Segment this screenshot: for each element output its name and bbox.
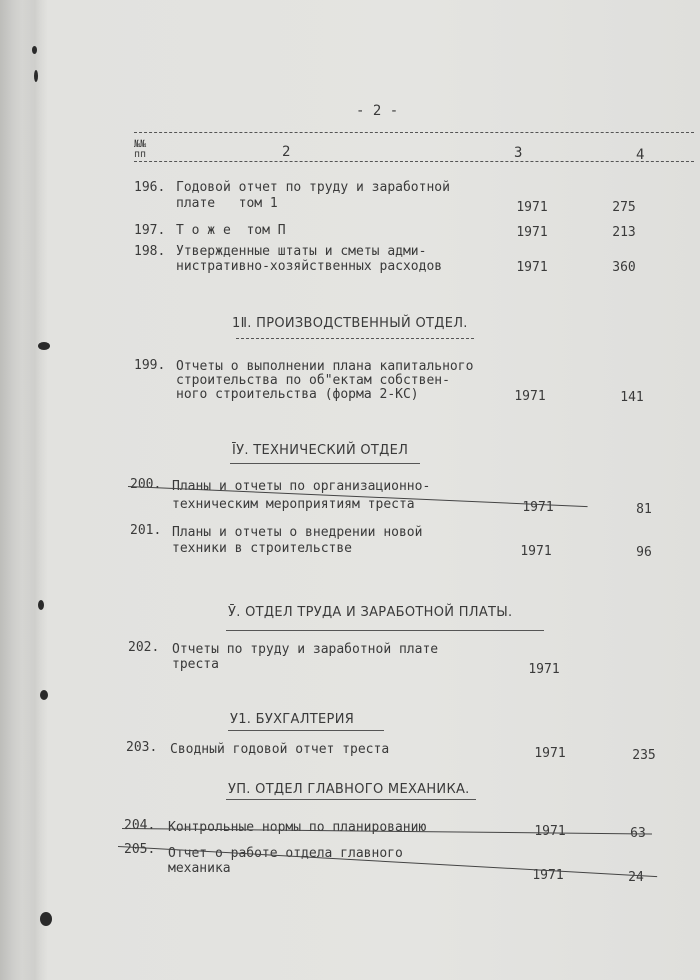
entry-year: 1971	[522, 500, 554, 515]
entry-title-line: треста	[172, 657, 219, 672]
section-heading-underline	[226, 630, 544, 631]
entry-title-line: Отчеты о выполнении плана капитального	[176, 359, 474, 374]
entry-number: 196.	[134, 180, 166, 195]
punch-mark	[40, 912, 52, 926]
entry-count: 275	[612, 200, 636, 215]
entry-count: 96	[636, 545, 652, 560]
entry-year: 1971	[514, 389, 546, 404]
entry-year: 1971	[516, 260, 548, 275]
entry-title-line: Контрольные нормы по планированию	[168, 820, 427, 835]
column-header-number: №№ пп	[134, 139, 147, 160]
entry-title-line: Отчет о работе отдела главного	[168, 846, 403, 861]
entry-title-line: строительства по об"ектам собствен-	[176, 373, 450, 388]
page-number: - 2 -	[356, 103, 399, 119]
entry-number: 199.	[134, 358, 166, 373]
entry-count: 81	[636, 502, 652, 517]
entry-title-line: Планы и отчеты о внедрении новой	[172, 525, 423, 540]
header-rule-top	[134, 132, 694, 133]
punch-mark	[32, 46, 37, 54]
entry-title-line: Годовой отчет по труду и заработной	[176, 180, 450, 195]
entry-number: 202.	[128, 640, 160, 655]
section-heading: ĪУ. ТЕХНИЧЕСКИЙ ОТДЕЛ	[232, 443, 409, 458]
column-header-2: 2	[282, 144, 291, 160]
section-heading-underline	[236, 338, 474, 339]
section-heading-underline	[228, 730, 384, 731]
punch-mark	[40, 690, 48, 700]
section-heading-underline	[230, 463, 420, 464]
punch-mark	[34, 70, 38, 82]
entry-year: 1971	[532, 868, 564, 883]
column-header-4: 4	[636, 147, 645, 163]
entry-year: 1971	[534, 746, 566, 761]
column-header-3: 3	[514, 145, 523, 161]
entry-title-line: техники в строительстве	[172, 541, 353, 556]
entry-number: 200.	[130, 477, 162, 492]
entry-title-line: Планы и отчеты по организационно-	[172, 479, 431, 494]
entry-title-line: плате том 1	[176, 196, 278, 211]
entry-count: 213	[612, 225, 636, 240]
header-rule-bottom	[134, 161, 694, 162]
punch-mark	[38, 600, 44, 610]
entry-count: 235	[632, 748, 656, 763]
entry-title-line: Т о ж е том П	[176, 223, 286, 238]
entry-year: 1971	[534, 824, 566, 839]
entry-count: 141	[620, 390, 644, 405]
entry-number: 203.	[126, 740, 158, 755]
entry-year: 1971	[520, 544, 552, 559]
entry-year: 1971	[516, 225, 548, 240]
section-heading: УП. ОТДЕЛ ГЛАВНОГО МЕХАНИКА.	[228, 782, 470, 797]
entry-count: 360	[612, 260, 636, 275]
entry-year: 1971	[528, 662, 560, 677]
entry-number: 205.	[124, 842, 156, 857]
entry-number: 197.	[134, 223, 166, 238]
entry-title-line: ного строительства (форма 2-КС)	[176, 387, 419, 402]
entry-number: 201.	[130, 523, 162, 538]
entry-title-line: механика	[168, 861, 231, 876]
entry-title-line: Утвержденные штаты и сметы адми-	[176, 244, 427, 259]
section-heading: У1. БУХГАЛТЕРИЯ	[230, 712, 355, 727]
punch-mark	[38, 342, 50, 350]
section-heading: 1Ⅱ. ПРОИЗВОДСТВЕННЫЙ ОТДЕЛ.	[232, 316, 468, 331]
entry-number: 204.	[124, 818, 156, 833]
page-fold-shadow	[22, 0, 48, 980]
entry-title-line: техническим мероприятиям треста	[172, 497, 415, 512]
entry-count: 24	[628, 870, 644, 885]
entry-title-line: Сводный годовой отчет треста	[170, 742, 390, 757]
entry-count: 63	[630, 826, 646, 841]
section-heading-underline	[226, 799, 476, 800]
section-heading: Ӯ. ОТДЕЛ ТРУДА И ЗАРАБОТНОЙ ПЛАТЫ.	[228, 605, 513, 620]
entry-year: 1971	[516, 200, 548, 215]
entry-title-line: Отчеты по труду и заработной плате	[172, 642, 439, 657]
entry-number: 198.	[134, 244, 166, 259]
entry-title-line: нистративно-хозяйственных расходов	[176, 259, 443, 274]
